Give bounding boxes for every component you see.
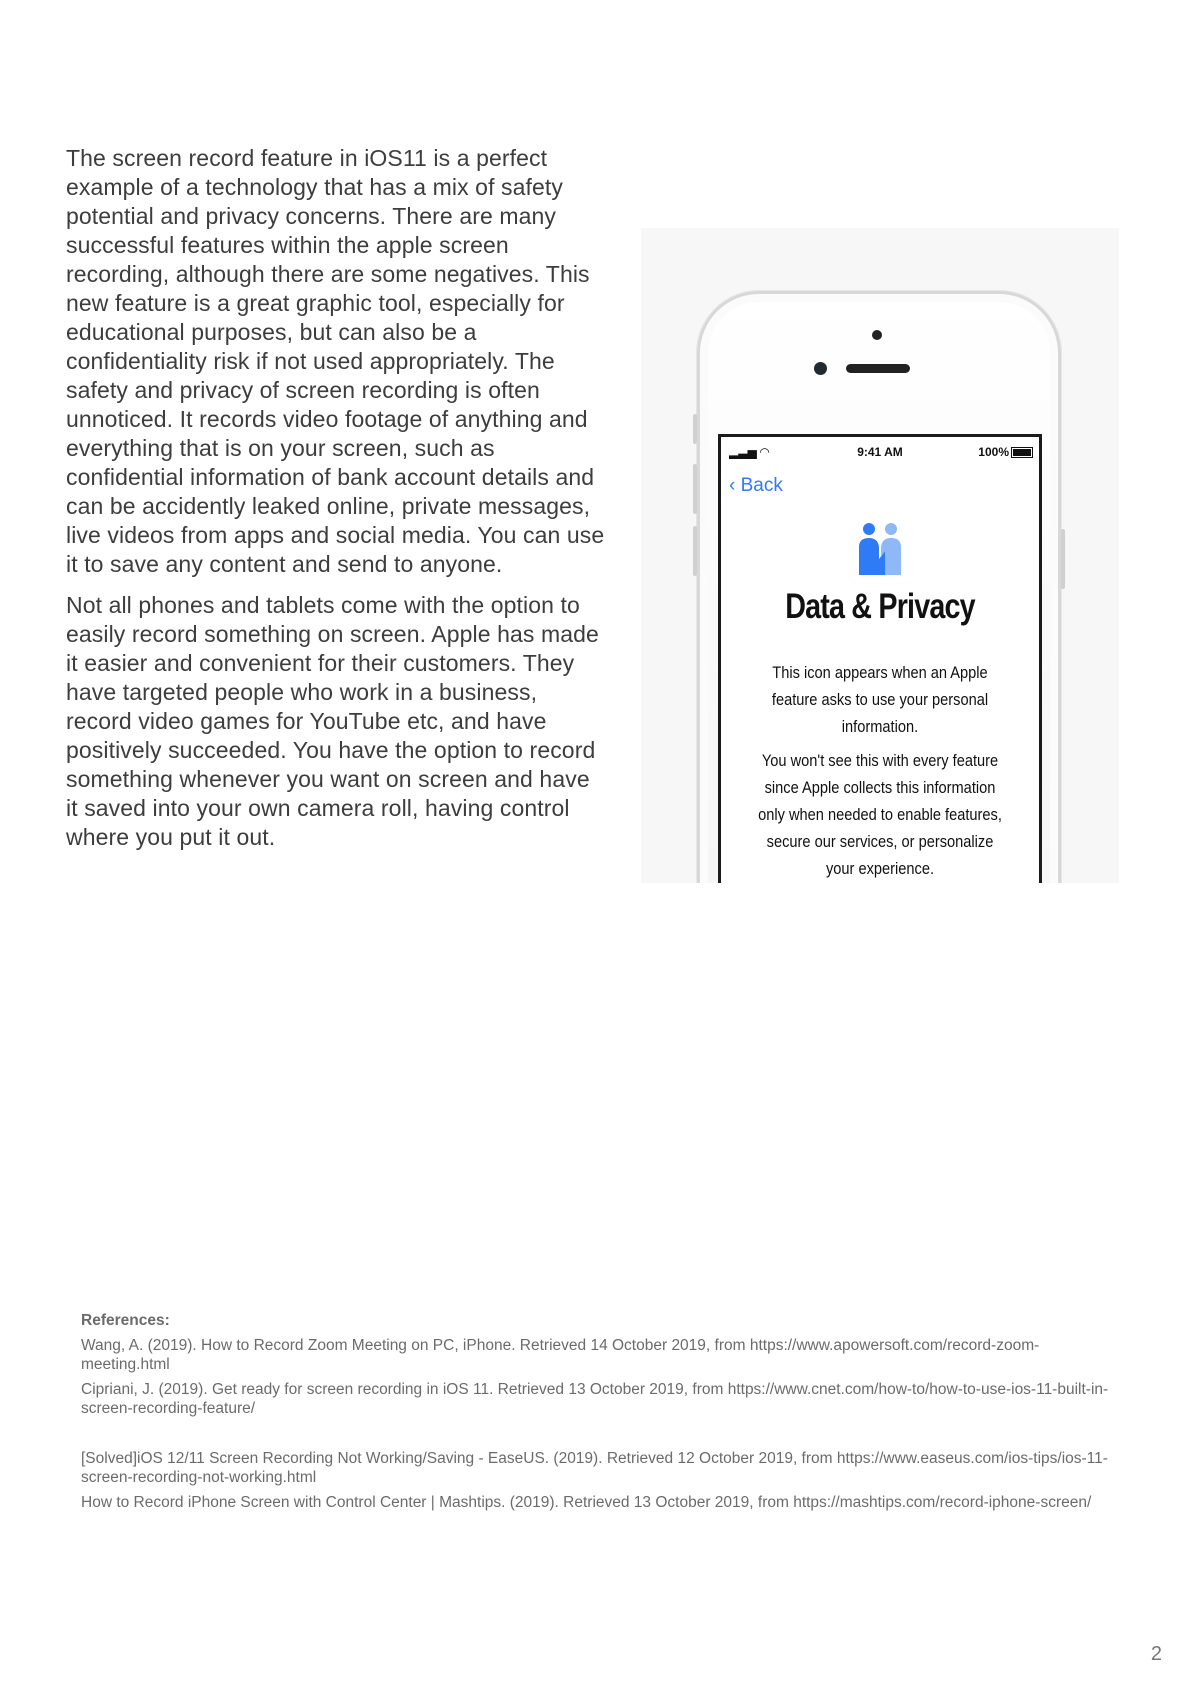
status-bar <box>721 443 1039 463</box>
back-button: ‹ Back <box>729 475 783 496</box>
body-paragraph-1: The screen record feature in iOS11 is a perfect example of a technology that has a mix of safety potential and privacy concerns. There are many successful features within the apple screen recording, although there are some negatives. This new feature is a great graphic tool, especially for educational purposes, but can also be a confidentiality risk if not used appropriately. The safety and privacy of screen recording is often unnoticed. It records video footage of anything and everything that is on your screen, such as confidential information of bank account details and can be accidently leaked online, private messages, live videos from apps and social media. You can use it to save any content and send to anyone. <box>66 145 605 577</box>
volume-button <box>693 526 697 576</box>
reference-spacer <box>81 1424 1121 1449</box>
body-paragraph-2: Not all phones and tablets come with the option to easily record something on screen. Apple has made it easier and convenient for their customers. They have targeted people who work in a business, record video games for YouTube etc, and have positively succeeded. You have the option to record something whenever you want on screen and have it saved into your own camera roll, having control where you put it out. <box>66 592 599 850</box>
reference-item: Cipriani, J. (2019). Get ready for screen recording in iOS 11. Retrieved 13 October 2019, from https://www.cnet.com/how-to/how-to-use-ios-11-built-in-screen-recording-feature/ <box>81 1381 1109 1417</box>
iphone-device <box>697 291 1061 883</box>
references-section <box>81 1312 1121 1518</box>
screen-text-1: This icon appears when an Apple feature asks to use your personal information. <box>771 663 989 736</box>
reference-item: [Solved]iOS 12/11 Screen Recording Not Working/Saving - EaseUS. (2019). Retrieved 12 October 2019, from https://www.easeus.com/ios-tips/ios-11-screen-recording-not-working.html <box>81 1450 1108 1486</box>
status-time: 9:41 AM <box>857 445 903 459</box>
screen-title: Data & Privacy <box>785 587 975 626</box>
battery-icon <box>1011 447 1033 458</box>
battery-percent: 100% <box>978 445 1009 459</box>
reference-item: How to Record iPhone Screen with Control Center | Mashtips. (2019). Retrieved 13 October 2019, from https://mashtips.com/record-iphone-screen/ <box>81 1494 1092 1511</box>
phone-screen <box>718 434 1042 883</box>
data-privacy-icon <box>857 521 903 575</box>
body-text-column <box>66 144 606 864</box>
reference-item: Wang, A. (2019). How to Record Zoom Meeting on PC, iPhone. Retrieved 14 October 2019, from https://www.apowersoft.com/record-zoom-meeting.html <box>81 1337 1040 1373</box>
volume-button <box>693 464 697 514</box>
front-camera <box>814 362 827 375</box>
sensor-dot <box>872 330 882 340</box>
screen-text-2: You won't see this with every feature since Apple collects this information only when needed to enable features, secure our services, or personalize your experience. <box>758 751 1002 878</box>
iphone-privacy-figure <box>641 228 1119 883</box>
back-label: Back <box>740 475 783 496</box>
page-number: 2 <box>1150 1643 1162 1665</box>
earpiece-speaker <box>846 364 910 373</box>
references-heading: References: <box>81 1312 170 1329</box>
signal-wifi-icon: ▂▃▅ ◠ <box>729 445 770 459</box>
volume-button <box>693 414 697 444</box>
battery-indicator <box>978 445 1033 459</box>
power-button <box>1061 529 1065 589</box>
